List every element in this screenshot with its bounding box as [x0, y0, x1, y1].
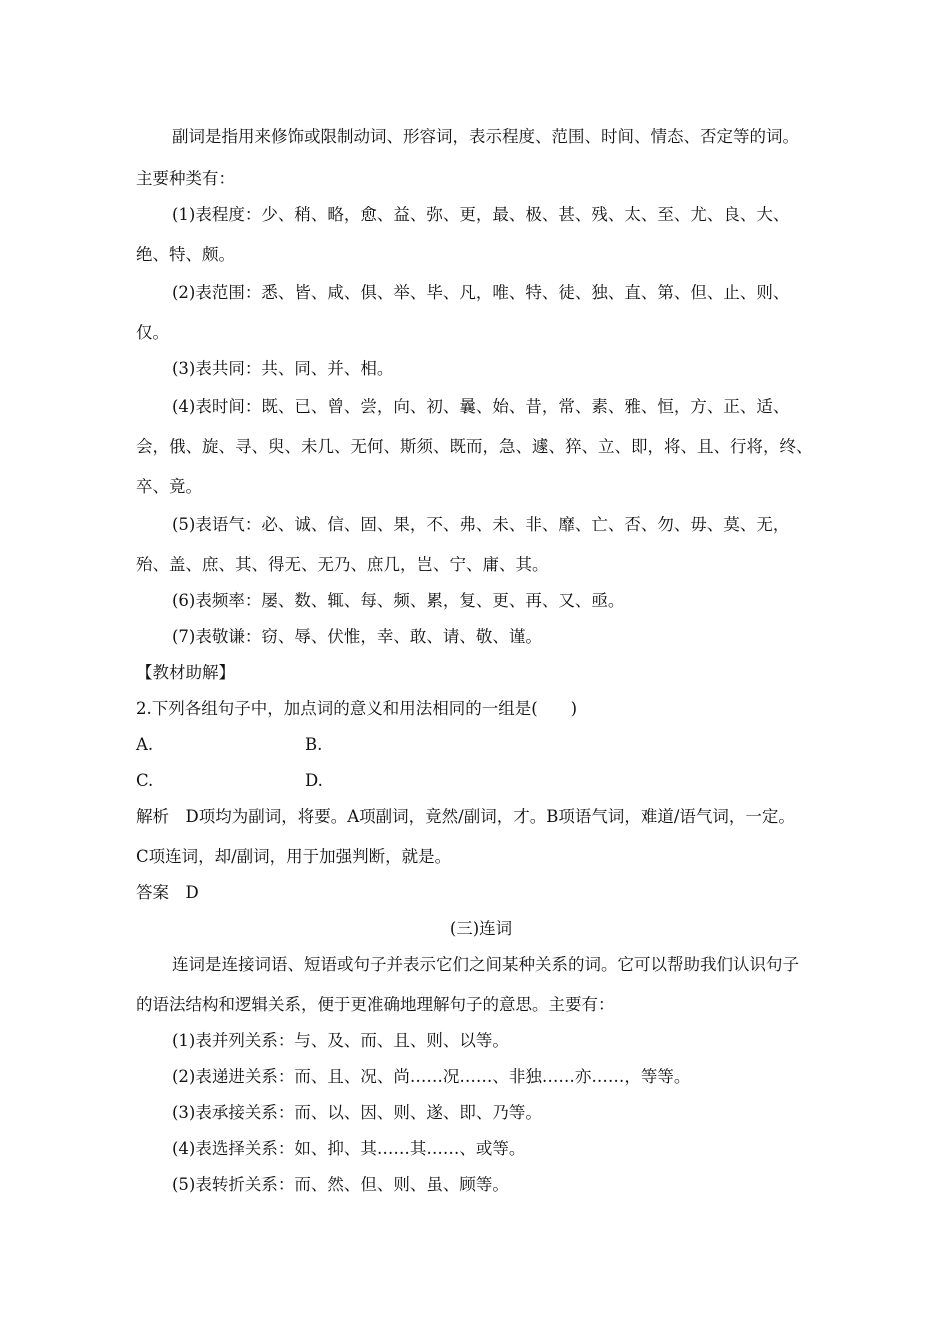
adverb-respect-line: (7)表敬谦：窃、辱、伏惟，幸、敢、请、敬、谨。	[172, 627, 542, 646]
adverb-definition: 副词是指用来修饰或限制动词、形容词，表示程度、范围、时间、情态、否定等的词。	[172, 127, 799, 146]
conjunction-definition-line1: 连词是连接词语、短语或句子并表示它们之间某种关系的词。它可以帮助我们认识句子	[172, 955, 799, 974]
adverb-time-line2: 会，俄、旋、寻、臾、未几、无何、斯须、既而，急、遽、猝、立、即，将、且、行将，终、	[136, 437, 813, 456]
question-text: 2.下列各组句子中，加点词的意义和用法相同的一组是( )	[136, 699, 578, 718]
conjunction-adversative-line: (5)表转折关系：而、然、但、则、虽、顾等。	[172, 1175, 509, 1194]
conjunction-sequential-line: (3)表承接关系：而、以、因、则、遂、即、乃等。	[172, 1103, 542, 1122]
conjunction-progressive-line: (2)表递进关系：而、且、况、尚……况……、非独……亦……，等等。	[172, 1067, 691, 1086]
adverb-types-intro: 主要种类有：	[136, 169, 235, 188]
conjunction-definition-line2: 的语法结构和逻辑关系，便于更准确地理解句子的意思。主要有：	[136, 995, 615, 1014]
adverb-time-line3: 卒、竟。	[136, 477, 202, 496]
adverb-frequency-line: (6)表频率：屡、数、辄、每、频、累，复、更、再、又、亟。	[172, 591, 625, 610]
conjunction-alternative-line: (4)表选择关系：如、抑、其……其……、或等。	[172, 1139, 526, 1158]
analysis-line1: 解析 D项均为副词，将要。A项副词，竟然/副词，才。B项语气词，难道/语气词，一定。	[136, 807, 795, 826]
adverb-degree-line2: 绝、特、颇。	[136, 245, 235, 264]
adverb-scope-line1: (2)表范围：悉、皆、咸、俱、举、毕、凡，唯、特、徒、独、直、第、但、止、则、	[172, 283, 790, 302]
analysis-line2: C项连词，却/副词，用于加强判断，就是。	[136, 847, 452, 866]
conjunction-coordinate-line: (1)表并列关系：与、及、而、且、则、以等。	[172, 1031, 509, 1050]
adverb-mood-line2: 殆、盖、庶、其、得无、无乃、庶几，岂、宁、庸、其。	[136, 555, 549, 574]
adverb-together-line: (3)表共同：共、同、并、相。	[172, 359, 394, 378]
option-b: B.	[305, 735, 323, 754]
adverb-scope-line2: 仅。	[136, 323, 169, 342]
option-c: C.	[136, 771, 154, 790]
textbook-help-heading: 【教材助解】	[136, 663, 235, 682]
option-a: A.	[136, 735, 154, 754]
adverb-mood-line1: (5)表语气：必、诚、信、固、果，不、弗、未、非、靡、亡、否、勿、毋、莫、无，	[172, 515, 790, 534]
adverb-degree-line1: (1)表程度：少、稍、略，愈、益、弥、更，最、极、甚、残、太、至、尤、良、大、	[172, 205, 790, 224]
adverb-time-line1: (4)表时间：既、已、曾、尝，向、初、曩、始、昔，常、素、雅、恒，方、正、适、	[172, 397, 790, 416]
option-d: D.	[305, 771, 323, 790]
answer-line: 答案 D	[136, 883, 199, 902]
conjunction-section-title: (三)连词	[449, 919, 513, 938]
